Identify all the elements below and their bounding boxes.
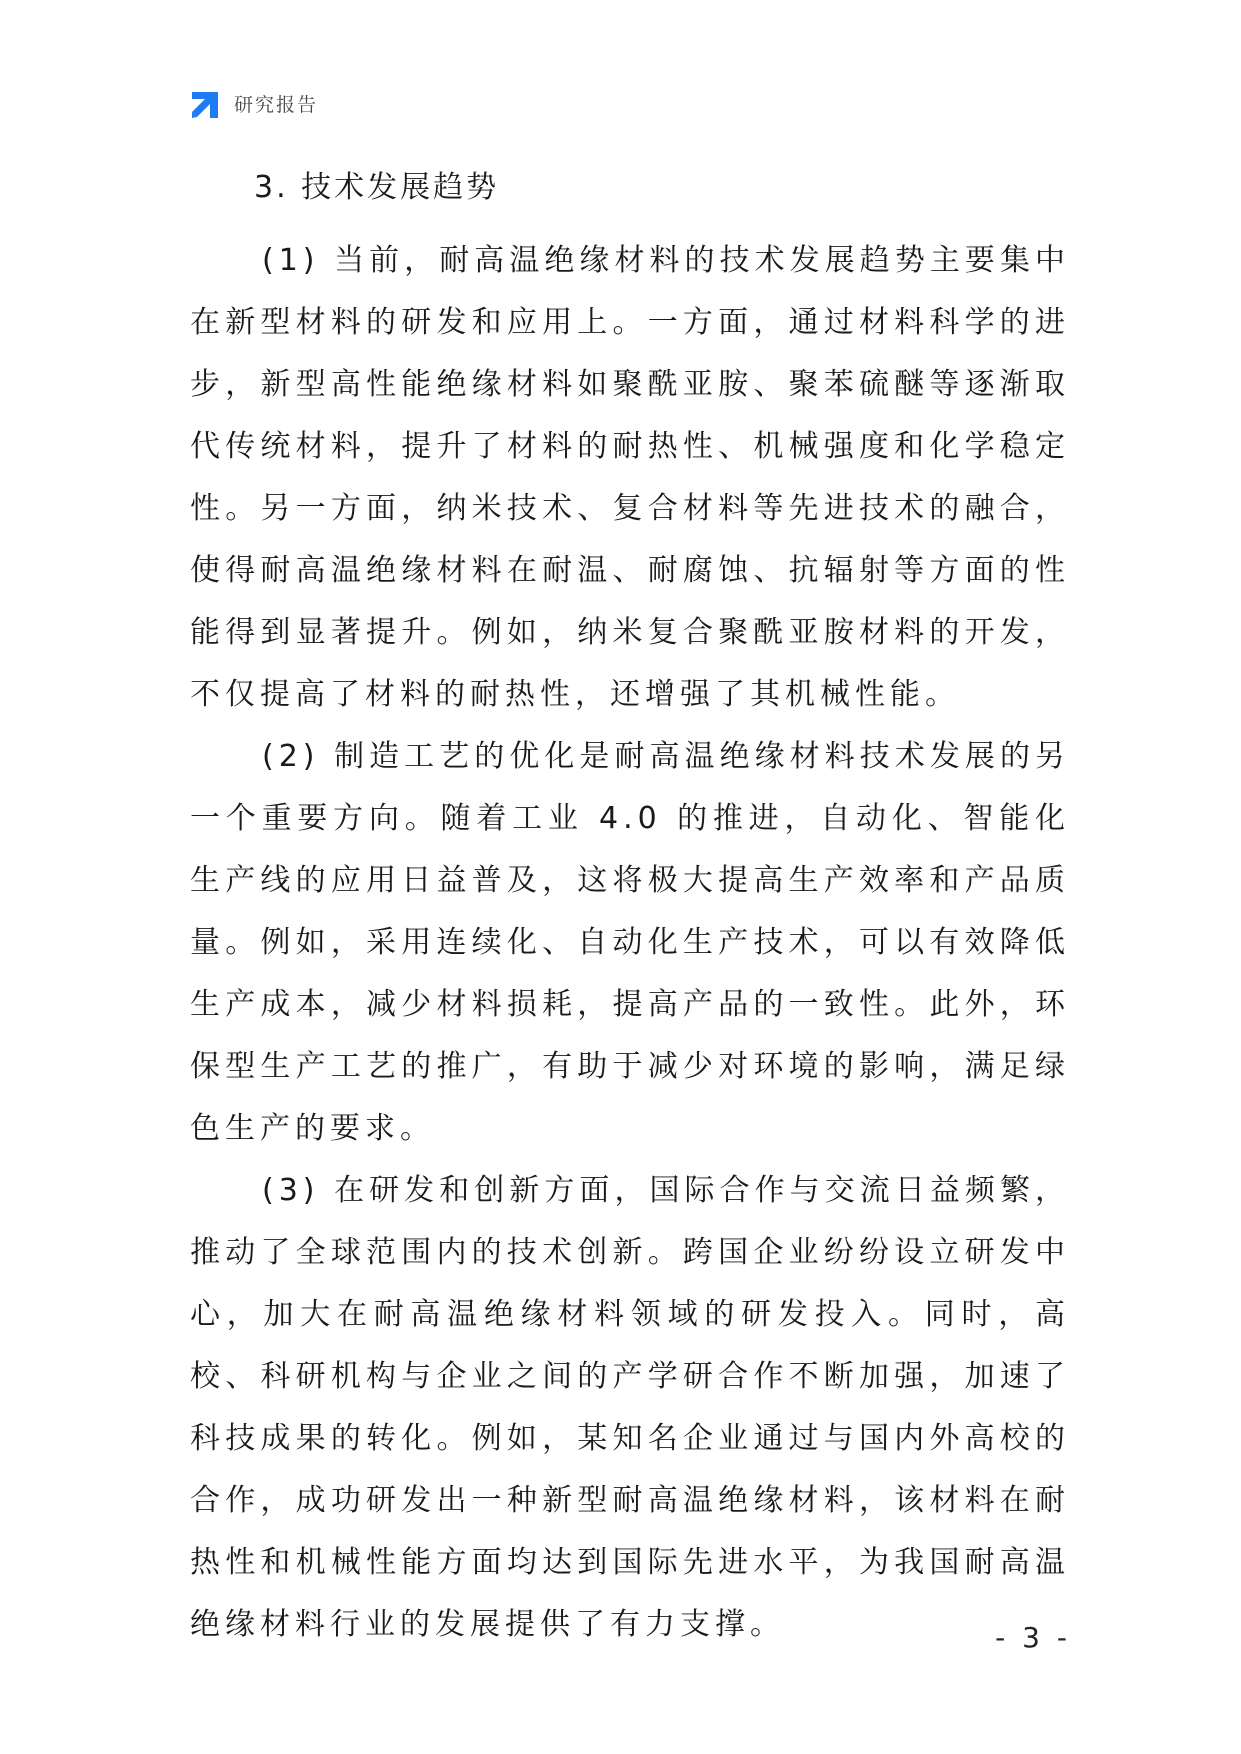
diagonal-arrow-logo-icon (188, 88, 222, 122)
report-header-title: 研究报告 (234, 94, 319, 116)
section-heading: 3. 技术发展趋势 (254, 170, 500, 205)
document-body (190, 160, 1070, 1656)
page-header (188, 88, 318, 122)
paragraph-2: (2) 制造工艺的优化是耐高温绝缘材料技术发展的另一个重要方向。随着工业 4.0 的推进，自动化、智能化生产线的应用日益普及，这将极大提高生产效率和产品质量。例如，采用连续化、自动化生产技术，可以有效降低生产成本，减少材料损耗，提高产品的一致性。此外，环保型生产工艺的推广，有助于减少对环境的影响，满足绿色生产的要求。 (190, 739, 1070, 1146)
page-number: - 3 - (995, 1621, 1071, 1654)
paragraph-3: (3) 在研发和创新方面，国际合作与交流日益频繁，推动了全球范围内的技术创新。跨国企业纷纷设立研发中心，加大在耐高温绝缘材料领域的研发投入。同时，高校、科研机构与企业之间的产学研合作不断加强，加速了科技成果的转化。例如，某知名企业通过与国内外高校的合作，成功研发出一种新型耐高温绝缘材料，该材料在耐热性和机械性能方面均达到国际先进水平，为我国耐高温绝缘材料行业的发展提供了有力支撑。 (190, 1173, 1070, 1642)
paragraph-1: (1) 当前，耐高温绝缘材料的技术发展趋势主要集中在新型材料的研发和应用上。一方面，通过材料科学的进步，新型高性能绝缘材料如聚酰亚胺、聚苯硫醚等逐渐取代传统材料，提升了材料的耐热性、机械强度和化学稳定性。另一方面，纳米技术、复合材料等先进技术的融合，使得耐高温绝缘材料在耐温、耐腐蚀、抗辐射等方面的性能得到显著提升。例如，纳米复合聚酰亚胺材料的开发，不仅提高了材料的耐热性，还增强了其机械性能。 (190, 243, 1070, 712)
